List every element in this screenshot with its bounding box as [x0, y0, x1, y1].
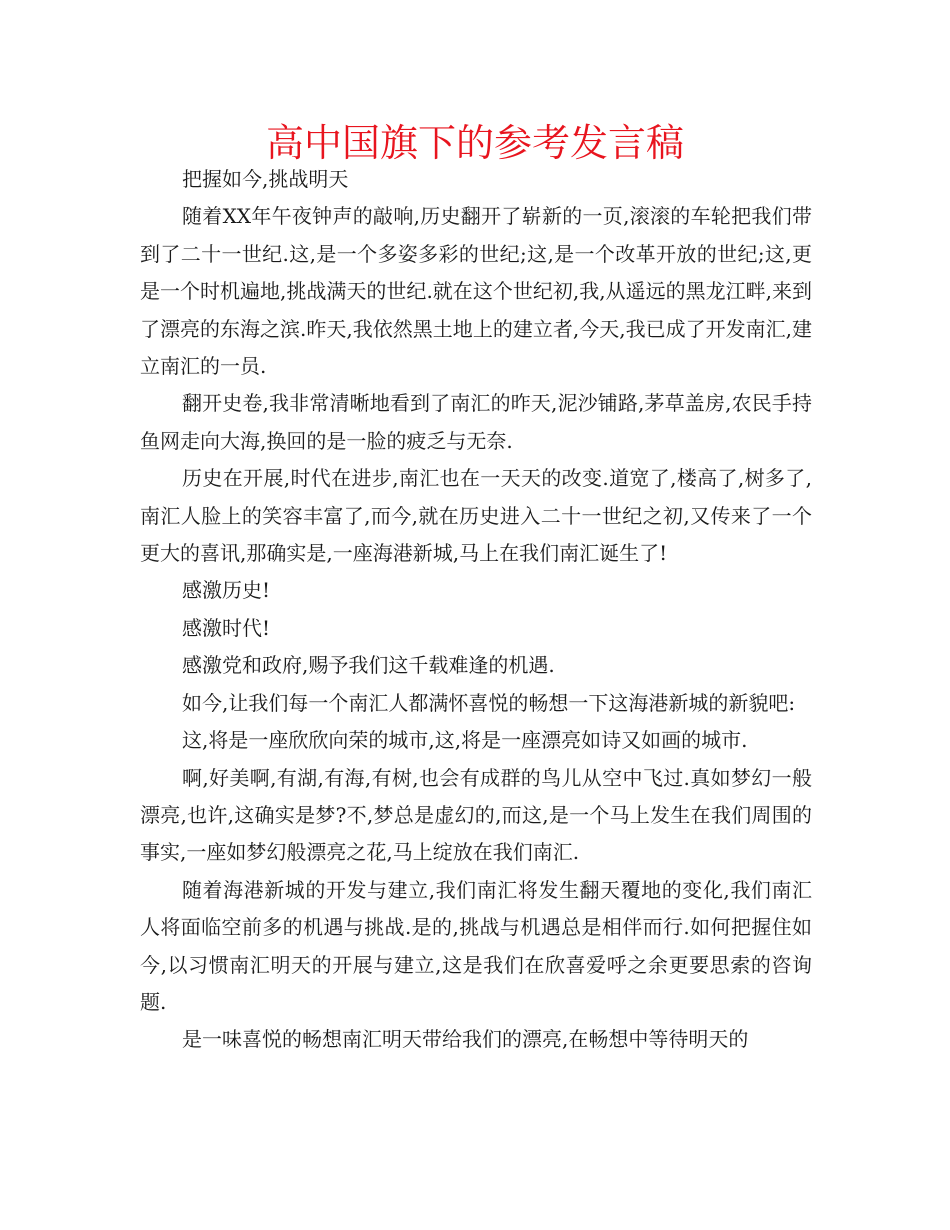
- paragraph-subtitle: 把握如今,挑战明天: [182, 167, 349, 191]
- paragraph: 翻开史卷,我非常清晰地看到了南汇的昨天,泥沙铺路,茅草盖房,农民手持鱼网走向大海,换回的是一脸的疲乏与无奈.: [140, 391, 812, 453]
- paragraph: 是一味喜悦的畅想南汇明天带给我们的漂亮,在畅想中等待明天的: [182, 1027, 749, 1052]
- paragraph: 这,将是一座欣欣向荣的城市,这,将是一座漂亮如诗又如画的城市.: [182, 728, 748, 753]
- document-body: [140, 161, 812, 1059]
- paragraph: 历史在开展,时代在进步,南汇也在一天天的改变.道宽了,楼高了,树多了,南汇人脸上的笑容丰富了,而今,就在历史进入二十一世纪之初,又传来了一个更大的喜讯,那确实是,一座海港新城,马上在我们南汇诞生了!: [140, 466, 812, 566]
- paragraph: 啊,好美啊,有湖,有海,有树,也会有成群的鸟儿从空中飞过.真如梦幻一般漂亮,也许,这确实是梦?不,梦总是虚幻的,而这,是一个马上发生在我们周围的事实,一座如梦幻般漂亮之花,马上绽放在我们南汇.: [140, 765, 812, 865]
- paragraph: 感激历史!: [182, 578, 271, 603]
- paragraph: 感激党和政府,赐予我们这千载难逢的机遇.: [182, 653, 555, 678]
- paragraph: 随着XX年午夜钟声的敲响,历史翻开了崭新的一页,滚滚的车轮把我们带到了二十一世纪.这,是一个多姿多彩的世纪;这,是一个改革开放的世纪;这,更是一个时机遍地,挑战满天的世纪.就在这个世纪初,我,从遥远的黑龙江畔,来到了漂亮的东海之滨.昨天,我依然黑土地上的建立者,今天,我已成了开发南汇,建立南汇的一员.: [140, 204, 812, 379]
- paragraph: 随着海港新城的开发与建立,我们南汇将发生翻天覆地的变化,我们南汇人将面临空前多的机遇与挑战.是的,挑战与机遇总是相伴而行.如何把握住如今,以习惯南汇明天的开展与建立,这是我们在欣喜爱呼之余更要思索的咨询题.: [140, 877, 812, 1014]
- document-title: 高中国旗下的参考发言稿: [265, 121, 684, 165]
- paragraph: 感激时代!: [182, 615, 271, 640]
- paragraph: 如今,让我们每一个南汇人都满怀喜悦的畅想一下这海港新城的新貌吧:: [182, 690, 796, 715]
